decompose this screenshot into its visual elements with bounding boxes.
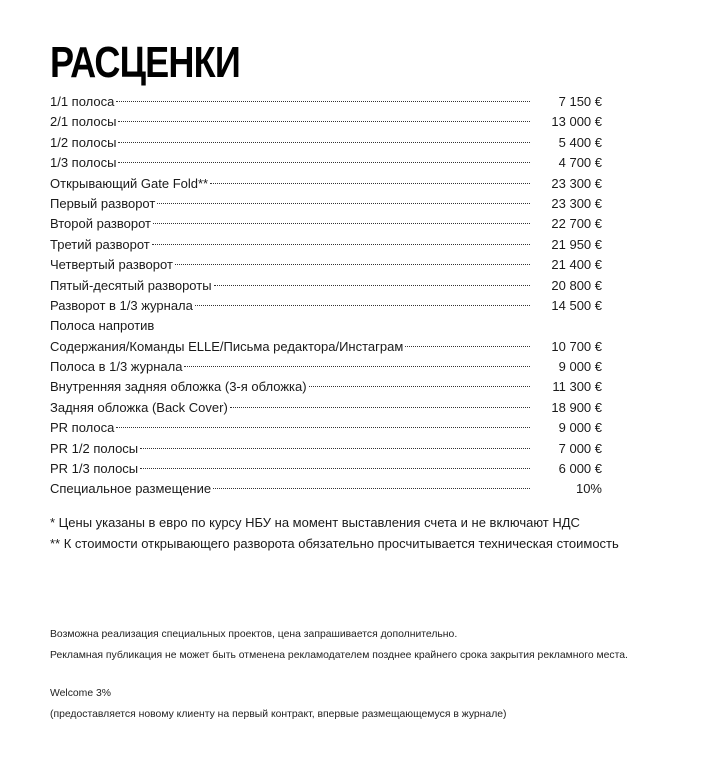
price-row bbox=[50, 153, 602, 173]
welcome-label: Welcome 3% bbox=[50, 688, 112, 699]
price-item-value: 10 700 € bbox=[551, 338, 602, 354]
price-row bbox=[50, 357, 602, 377]
dot-leader bbox=[405, 346, 530, 347]
dot-leader bbox=[213, 488, 530, 489]
price-item-value: 7 150 € bbox=[558, 94, 602, 109]
info-block bbox=[50, 624, 628, 666]
dot-leader bbox=[118, 142, 530, 143]
price-item-value: 20 800 € bbox=[551, 277, 602, 293]
price-item-name: Третий разворот bbox=[50, 236, 150, 252]
price-item-name: 1/3 полосы bbox=[50, 155, 117, 171]
price-row bbox=[50, 133, 602, 153]
price-row bbox=[50, 459, 602, 479]
dot-leader bbox=[175, 264, 530, 265]
price-item-value: 7 000 € bbox=[558, 440, 602, 456]
price-group-heading bbox=[50, 316, 602, 336]
price-row bbox=[50, 337, 602, 357]
price-row bbox=[50, 174, 602, 194]
dot-leader bbox=[118, 121, 530, 122]
price-item-name: Второй разворот bbox=[50, 216, 152, 232]
price-item-name: 2/1 полосы bbox=[50, 114, 117, 130]
price-item-name: Внутренняя задняя обложка (3-я обложка) bbox=[50, 379, 307, 395]
price-item-name: PR 1/2 полосы bbox=[50, 440, 139, 456]
price-item-value: 4 700 € bbox=[558, 155, 602, 171]
price-item-name: 1/1 полоса bbox=[50, 94, 115, 109]
price-row bbox=[50, 439, 602, 459]
price-item-value: 22 700 € bbox=[551, 216, 602, 232]
price-row bbox=[50, 214, 602, 234]
dot-leader bbox=[214, 285, 530, 286]
dot-leader bbox=[140, 468, 530, 469]
dot-leader bbox=[210, 183, 530, 184]
price-row bbox=[50, 255, 602, 275]
dot-leader bbox=[140, 448, 530, 449]
price-row bbox=[50, 398, 602, 418]
price-item-value: 13 000 € bbox=[551, 114, 602, 130]
footnote-gate-fold: ** К стоимости открывающего разворота обязательно просчитывается техническая стоимость bbox=[50, 536, 619, 551]
dot-leader bbox=[230, 407, 530, 408]
price-row bbox=[50, 418, 602, 438]
dot-leader bbox=[309, 386, 530, 387]
price-item-value: 21 950 € bbox=[551, 236, 602, 252]
price-item-value: 6 000 € bbox=[558, 461, 602, 477]
footnote-vat: * Цены указаны в евро по курсу НБУ на момент выставления счета и не включают НДС bbox=[50, 515, 580, 530]
price-row bbox=[50, 235, 602, 255]
price-item-name: Содержания/Команды ELLE/Письма редактора/Инстаграм bbox=[50, 338, 404, 354]
price-item-name: Полоса напротив bbox=[50, 318, 155, 334]
price-item-name: Четвертый разворот bbox=[50, 257, 173, 273]
price-item-value: 9 000 € bbox=[558, 420, 602, 436]
info-special-projects: Возможна реализация специальных проектов, цена запрашивается дополнительно. bbox=[50, 629, 458, 640]
price-item-value: 11 300 € bbox=[552, 379, 602, 395]
price-item-name: Разворот в 1/3 журнала bbox=[50, 297, 193, 313]
dot-leader bbox=[118, 162, 530, 163]
price-item-name: Специальное размещение bbox=[50, 481, 212, 497]
price-row bbox=[50, 194, 602, 214]
price-row bbox=[50, 112, 602, 132]
price-item-value: 18 900 € bbox=[551, 399, 602, 415]
dot-leader bbox=[116, 101, 530, 102]
price-item-value: 23 300 € bbox=[551, 175, 602, 191]
price-item-value: 5 400 € bbox=[558, 134, 602, 150]
dot-leader bbox=[116, 427, 530, 428]
price-row bbox=[50, 92, 602, 112]
price-item-name: Первый разворот bbox=[50, 195, 156, 211]
dot-leader bbox=[157, 203, 530, 204]
price-row bbox=[50, 276, 602, 296]
price-item-name: Пятый-десятый развороты bbox=[50, 277, 212, 293]
price-row bbox=[50, 479, 602, 499]
price-item-name: Задняя обложка (Back Cover) bbox=[50, 399, 228, 415]
price-item-value: 23 300 € bbox=[551, 195, 602, 211]
price-item-value: 9 000 € bbox=[558, 359, 602, 375]
footnotes bbox=[50, 512, 619, 554]
price-list bbox=[50, 92, 602, 500]
dot-leader bbox=[184, 366, 530, 367]
price-item-value: 14 500 € bbox=[551, 297, 602, 313]
price-row bbox=[50, 377, 602, 397]
price-item-value: 10% bbox=[575, 481, 602, 497]
price-item-value: 21 400 € bbox=[551, 257, 602, 273]
price-item-name: Полоса в 1/3 журнала bbox=[50, 359, 183, 375]
price-item-name: PR 1/3 полосы bbox=[50, 461, 139, 477]
welcome-detail: (предоставляется новому клиенту на первый контракт, впервые размещающемуся в журнале) bbox=[50, 709, 507, 720]
price-item-name: Открывающий Gate Fold** bbox=[50, 175, 209, 191]
dot-leader bbox=[152, 244, 530, 245]
price-row bbox=[50, 296, 602, 316]
price-item-name: 1/2 полосы bbox=[50, 134, 117, 150]
dot-leader bbox=[153, 223, 530, 224]
page-title: РАСЦЕНКИ bbox=[50, 38, 240, 87]
info-cancellation: Рекламная публикация не может быть отменена рекламодателем позднее крайнего срока закрытия рекламного места. bbox=[50, 650, 628, 661]
price-item-name: PR полоса bbox=[50, 420, 115, 436]
welcome-discount bbox=[50, 683, 507, 725]
dot-leader bbox=[195, 305, 530, 306]
